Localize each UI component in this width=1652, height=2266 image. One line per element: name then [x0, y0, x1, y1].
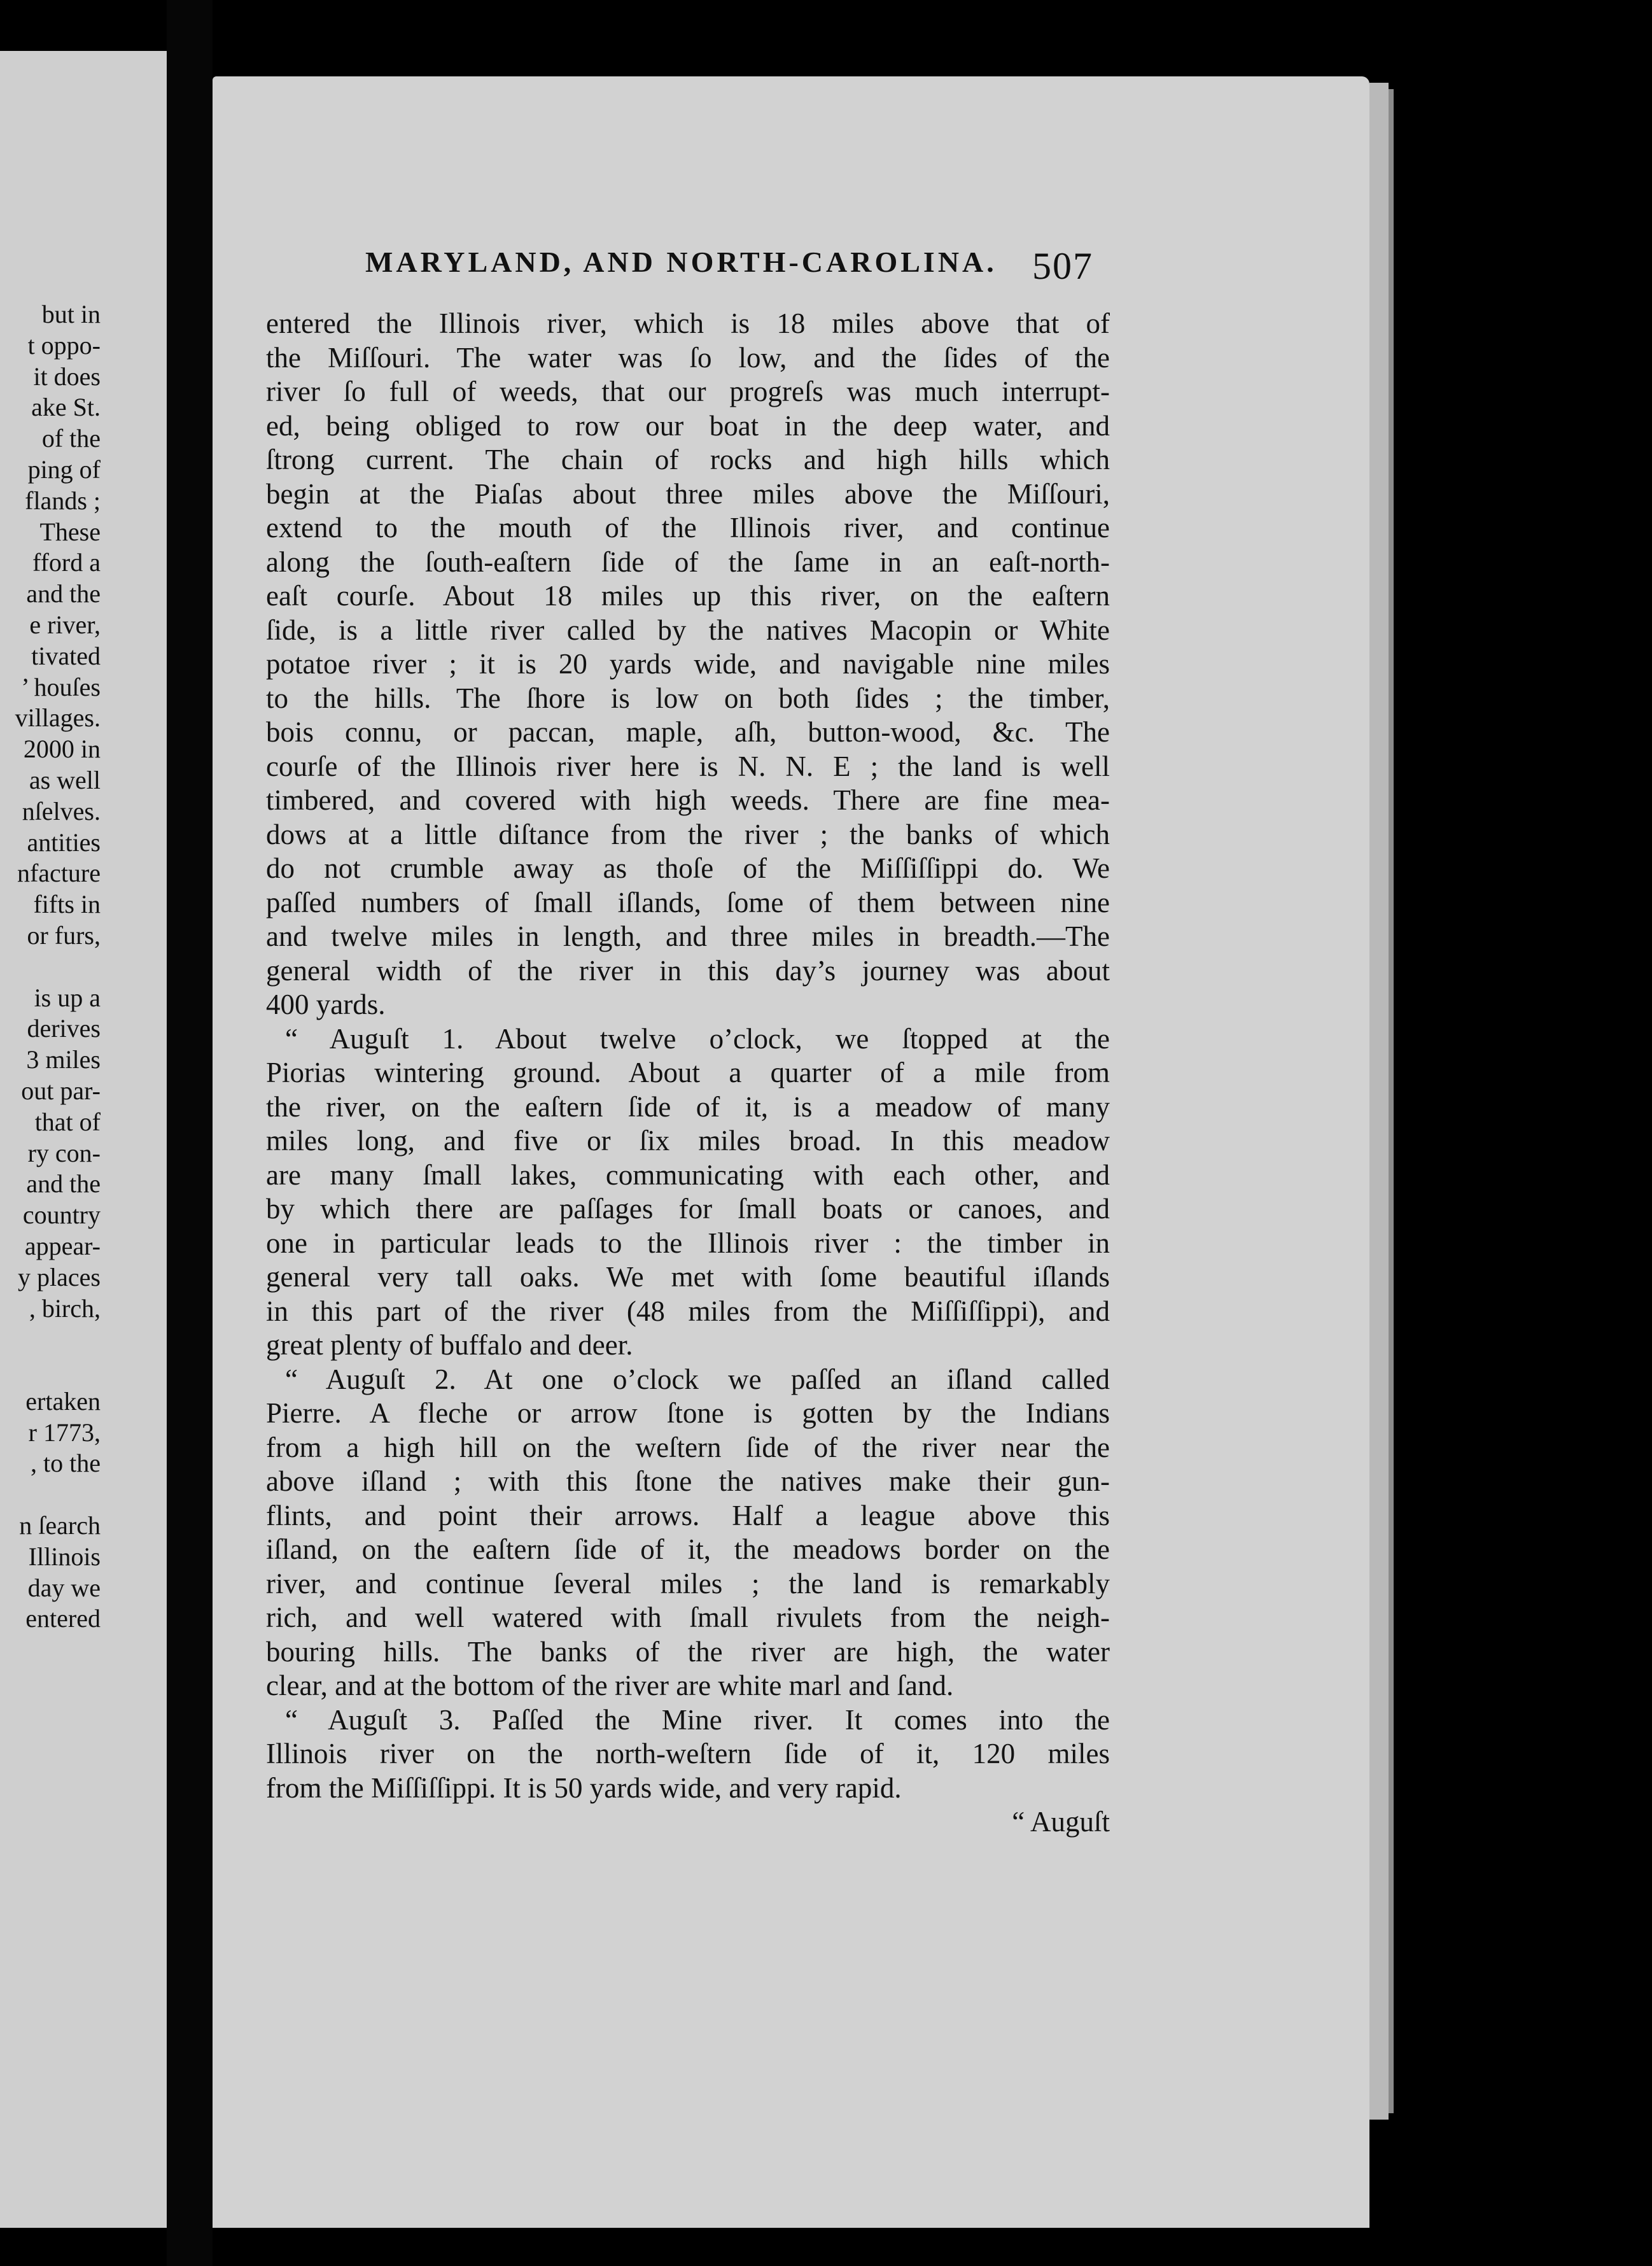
text-line: ſide, is a little river called by the natives Macopin or White	[266, 614, 1110, 646]
left-page-fragment: of the	[41, 424, 101, 453]
text-line: clear, and at the bottom of the river are white marl and ſand.	[266, 1670, 954, 1701]
left-page-fragment: Illinois	[28, 1542, 101, 1571]
page-number: 507	[1032, 245, 1093, 287]
left-page-fragment: antities	[27, 827, 101, 857]
left-page-fragment: , to the	[31, 1449, 101, 1478]
text-line: iſland, on the eaſtern ſide of it, the meadows border on the	[266, 1533, 1110, 1565]
text-line: entered the Illinois river, which is 18 miles above that of	[266, 307, 1110, 339]
text-line: “ Auguſt 3. Paſſed the Mine river. It comes into the	[285, 1703, 1110, 1736]
text-line: ed, being obliged to row our boat in the deep water, and	[266, 409, 1110, 442]
left-page-fragment: fford a	[32, 548, 101, 577]
left-page-fragment: day we	[27, 1573, 101, 1602]
text-line: eaſt courſe. About 18 miles up this river, on the eaſtern	[266, 580, 1110, 612]
text-line: are many ſmall lakes, communicating with each other, and	[266, 1158, 1110, 1191]
text-line: Illinois river on the north-weſtern ſide of it, 120 miles	[266, 1738, 1110, 1770]
text-line: “ Auguſt 2. At one o’clock we paſſed an iſland called	[285, 1363, 1110, 1395]
text-line: from the Miſſiſſippi. It is 50 yards wide, and very rapid.	[266, 1771, 902, 1804]
gutter	[167, 0, 213, 2266]
left-page-fragment: n ſearch	[19, 1511, 101, 1540]
text-line: the river, on the eaſtern ſide of it, is a meadow of many	[266, 1090, 1110, 1123]
text-line: above iſland ; with this ſtone the natives make their gun-	[266, 1465, 1110, 1497]
text-line: “ Auguſt 1. About twelve o’clock, we ſtopped at the	[285, 1022, 1110, 1055]
text-line: begin at the Piaſas about three miles above the Miſſouri,	[266, 477, 1110, 510]
left-page-fragment: it does	[33, 362, 101, 391]
catchword: “ Auguſt	[1012, 1806, 1110, 1838]
text-line: great plenty of buffalo and deer.	[266, 1329, 633, 1361]
text-line: one in particular leads to the Illinois river : the timber in	[266, 1227, 1110, 1259]
left-page-fragment: out par-	[21, 1076, 101, 1105]
text-line: bouring hills. The banks of the river are high, the water	[266, 1635, 1110, 1668]
text-line: general very tall oaks. We met with ſome beautiful iſlands	[266, 1261, 1110, 1293]
text-line: bois connu, or paccan, maple, aſh, button-wood, &c. The	[266, 716, 1110, 748]
text-line: Piorias wintering ground. About a quarter of a mile from	[266, 1057, 1110, 1088]
left-page-fragment: country	[22, 1200, 101, 1230]
text-line: courſe of the Illinois river here is N. N. E ; the land is well	[266, 750, 1110, 782]
left-page-fragment: is up a	[34, 983, 101, 1012]
running-head: MARYLAND, AND NORTH-CAROLINA.	[365, 246, 997, 278]
left-page-fragment: nſelves.	[22, 796, 101, 826]
left-page-fragment: 3 miles	[26, 1045, 101, 1074]
left-page-fragment: ’ houſes	[21, 672, 101, 701]
left-page-fragment: , birch,	[29, 1293, 101, 1323]
text-line: paſſed numbers of ſmall iſlands, ſome of them between nine	[266, 886, 1110, 918]
text-line: timbered, and covered with high weeds. There are fine mea-	[266, 784, 1110, 816]
text-line: flints, and point their arrows. Half a league above this	[266, 1499, 1110, 1531]
body-text	[266, 307, 1110, 1840]
text-line: the Miſſouri. The water was ſo low, and the ſides of the	[266, 341, 1110, 374]
left-page-fragments	[0, 299, 101, 1635]
left-page-fragment	[0, 1479, 101, 1510]
text-line: along the ſouth-eaſtern ſide of the ſame in an eaſt-north-	[266, 545, 1110, 578]
text-line: miles long, and five or ſix miles broad. In this meadow	[266, 1125, 1110, 1157]
left-page-fragment: appear-	[24, 1231, 101, 1260]
left-page-fragment: and the	[26, 579, 101, 609]
text-line: to the hills. The ſhore is low on both ſides ; the timber,	[266, 682, 1110, 714]
left-page-fragment: flands ;	[25, 486, 101, 515]
text-line: by which there are paſſages for ſmall boats or canoes, and	[266, 1193, 1110, 1225]
text-line: river, and continue ſeveral miles ; the land is remarkably	[266, 1567, 1110, 1600]
left-page-fragment: y places	[18, 1262, 101, 1291]
text-line: general width of the river in this day’s journey was about	[266, 954, 1110, 987]
left-page-fragment	[0, 952, 101, 983]
page-edge-line	[1389, 89, 1394, 2113]
left-page-fragment: entered	[25, 1604, 101, 1633]
text-line: from a high hill on the weſtern ſide of the river near the	[266, 1431, 1110, 1463]
text-line: 400 yards.	[266, 989, 386, 1020]
left-page-fragment: t oppo-	[27, 330, 101, 360]
left-page-fragment: nfacture	[17, 859, 101, 888]
text-line: do not crumble away as thoſe of the Miſſiſſippi do. We	[266, 852, 1110, 884]
left-page-fragment	[0, 1324, 101, 1355]
left-page-fragment: and the	[26, 1169, 101, 1199]
left-page-fragment: as well	[29, 765, 101, 794]
text-line: rich, and well watered with ſmall rivulets from the neigh-	[266, 1601, 1110, 1633]
left-page-fragment: fifts in	[33, 890, 101, 919]
left-page-fragment: r 1773,	[28, 1418, 101, 1447]
left-page-fragment: tivated	[31, 641, 101, 670]
left-page-fragment: ertaken	[25, 1386, 101, 1416]
text-line: ſtrong current. The chain of rocks and high hills which	[266, 444, 1110, 475]
text-line: in this part of the river (48 miles from the Miſſiſſippi), and	[266, 1295, 1110, 1327]
left-page-fragment: villages.	[15, 703, 101, 733]
text-line: Pierre. A fleche or arrow ſtone is gotten by the Indians	[266, 1397, 1110, 1429]
text-line: potatoe river ; it is 20 yards wide, and navigable nine miles	[266, 648, 1110, 680]
left-page-fragment: These	[39, 517, 101, 546]
page-edge	[1369, 83, 1389, 2120]
left-page-edge	[0, 51, 167, 2228]
text-line: extend to the mouth of the Illinois river, and continue	[266, 512, 1110, 544]
text-line: dows at a little diſtance from the river ; the banks of which	[266, 818, 1110, 850]
left-page-fragment	[0, 1355, 101, 1386]
left-page-fragment: ake St.	[31, 393, 101, 422]
text-line: and twelve miles in length, and three miles in breadth.—The	[266, 920, 1110, 952]
left-page-fragment: or furs,	[27, 920, 101, 950]
left-page-fragment: ping of	[27, 454, 101, 484]
text-line: river ſo full of weeds, that our progreſs was much interrupt-	[266, 376, 1110, 407]
left-page-fragment: e river,	[29, 610, 101, 639]
left-page-fragment: ry con-	[27, 1138, 101, 1167]
left-page-fragment: that of	[34, 1107, 101, 1136]
left-page-fragment: but in	[41, 300, 101, 328]
left-page-fragment: 2000 in	[23, 735, 101, 764]
left-page-fragment: derives	[27, 1014, 101, 1043]
